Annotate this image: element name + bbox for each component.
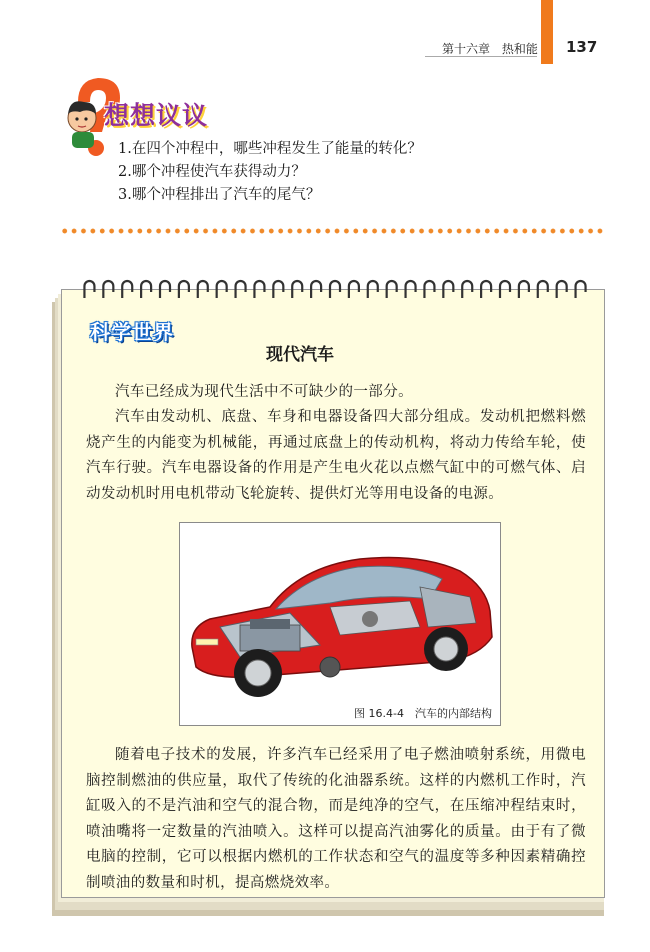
- binding-ring: [406, 281, 416, 298]
- chapter-title: 热和能: [501, 42, 538, 56]
- car-cutaway-figure: [179, 522, 501, 726]
- binding-ring: [387, 281, 397, 298]
- paragraph: 汽车由发动机、底盘、车身和电器设备四大部分组成。发动机把燃料燃烧产生的内能变为机械能，再通过底盘上的传动机构，将动力传给车轮，使汽车行驶。汽车电器设备的作用是产生电火花以点燃气缸中的可燃气体、启动发动机时用电机带动飞轮旋转、提供灯光等用电设备的电源。: [86, 409, 586, 502]
- binding-ring: [443, 281, 453, 298]
- binding-ring: [349, 281, 359, 298]
- binding-ring: [481, 281, 491, 298]
- binding-ring: [179, 281, 189, 298]
- binding-ring: [122, 281, 132, 298]
- paragraph: 汽车已经成为现代生活中不可缺少的一部分。: [115, 384, 413, 400]
- binding-ring: [576, 281, 586, 298]
- binding-ring: [424, 281, 434, 298]
- binding-ring: [311, 281, 321, 298]
- car-illustration: [180, 527, 500, 707]
- binding-ring: [368, 281, 378, 298]
- binding-ring: [462, 281, 472, 298]
- binding-ring: [141, 281, 151, 298]
- question-item: 3.哪个冲程排出了汽车的尾气？: [118, 187, 321, 203]
- binding-ring: [254, 281, 264, 298]
- binding-ring: [217, 281, 227, 298]
- science-world-logo: 科学世界: [90, 320, 174, 344]
- binding-ring: [557, 281, 567, 298]
- binding-ring: [330, 281, 340, 298]
- dotted-divider: [60, 228, 605, 234]
- question-item: 2.哪个冲程使汽车获得动力？: [118, 164, 306, 180]
- binding-ring: [273, 281, 283, 298]
- binding-ring: [84, 281, 94, 298]
- chapter-label: 第十六章: [442, 42, 491, 56]
- think-discuss-title: 想想议议: [104, 101, 209, 130]
- question-list: [118, 138, 422, 207]
- question-item: 1.在四个冲程中，哪些冲程发生了能量的转化？: [118, 141, 422, 157]
- binding-ring: [538, 281, 548, 298]
- binding-ring: [500, 281, 510, 298]
- binding-ring: [160, 281, 170, 298]
- running-header: [442, 40, 546, 57]
- figure-caption: 图 16.4-4 汽车的内部结构: [354, 707, 492, 720]
- binding-ring: [519, 281, 529, 298]
- page-number: 137: [566, 38, 598, 56]
- binding-ring: [103, 281, 113, 298]
- binding-ring: [198, 281, 208, 298]
- paragraph: 随着电子技术的发展，许多汽车已经采用了电子燃油喷射系统，用微电脑控制燃油的供应量，取代了传统的化油器系统。这样的内燃机工作时，汽缸吸入的不是汽油和空气的混合物，而是纯净的空气，在压缩冲程结束时，喷油嘴将一定数量的汽油喷入。这样可以提高汽油雾化的质量。由于有了微电脑的控制，它可以根据内燃机的工作状态和空气的温度等多种因素精确控制喷油的数量和时机，提高燃烧效率。: [86, 747, 586, 891]
- article-title: 现代汽车: [266, 345, 334, 365]
- binding-ring: [292, 281, 302, 298]
- binding-ring: [236, 281, 246, 298]
- spiral-binding: [80, 276, 590, 304]
